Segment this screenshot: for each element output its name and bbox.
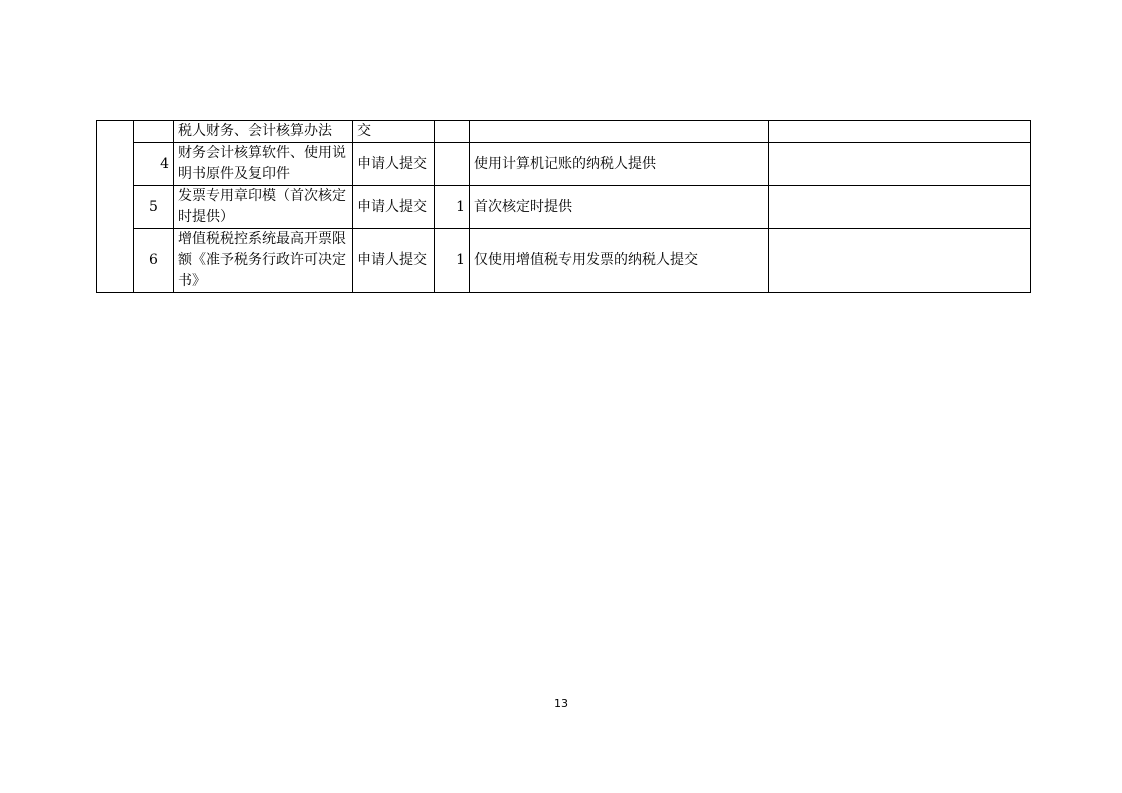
material-source-cell: 交: [353, 121, 435, 143]
page-number: 13: [554, 697, 568, 710]
material-source-cell: 申请人提交: [353, 229, 435, 293]
materials-table: [96, 120, 1031, 293]
requirement-cell: 首次核定时提供: [470, 186, 769, 229]
table-row: [97, 121, 1031, 143]
copies-cell: [435, 143, 470, 186]
material-name-cell: 财务会计核算软件、使用说明书原件及复印件: [174, 143, 353, 186]
remark-cell: [769, 121, 1031, 143]
table-row: [97, 229, 1031, 293]
row-number-cell: 5: [134, 186, 174, 229]
table-row: [97, 186, 1031, 229]
material-name-cell: 增值税税控系统最高开票限额《准予税务行政许可决定书》: [174, 229, 353, 293]
requirement-cell: [470, 121, 769, 143]
remark-cell: [769, 186, 1031, 229]
remark-cell: [769, 143, 1031, 186]
row-number-cell: 4: [134, 143, 174, 186]
remark-cell: [769, 229, 1031, 293]
copies-cell: 1: [435, 186, 470, 229]
material-source-cell: 申请人提交: [353, 186, 435, 229]
requirement-cell: 仅使用增值税专用发票的纳税人提交: [470, 229, 769, 293]
requirement-cell: 使用计算机记账的纳税人提供: [470, 143, 769, 186]
merged-category-cell: [97, 121, 134, 293]
material-name-cell: 发票专用章印模（首次核定时提供）: [174, 186, 353, 229]
material-source-cell: 申请人提交: [353, 143, 435, 186]
copies-cell: 1: [435, 229, 470, 293]
material-name-cell: 税人财务、会计核算办法: [174, 121, 353, 143]
row-number-cell: 6: [134, 229, 174, 293]
table-row: [97, 143, 1031, 186]
copies-cell: [435, 121, 470, 143]
row-number-cell: [134, 121, 174, 143]
